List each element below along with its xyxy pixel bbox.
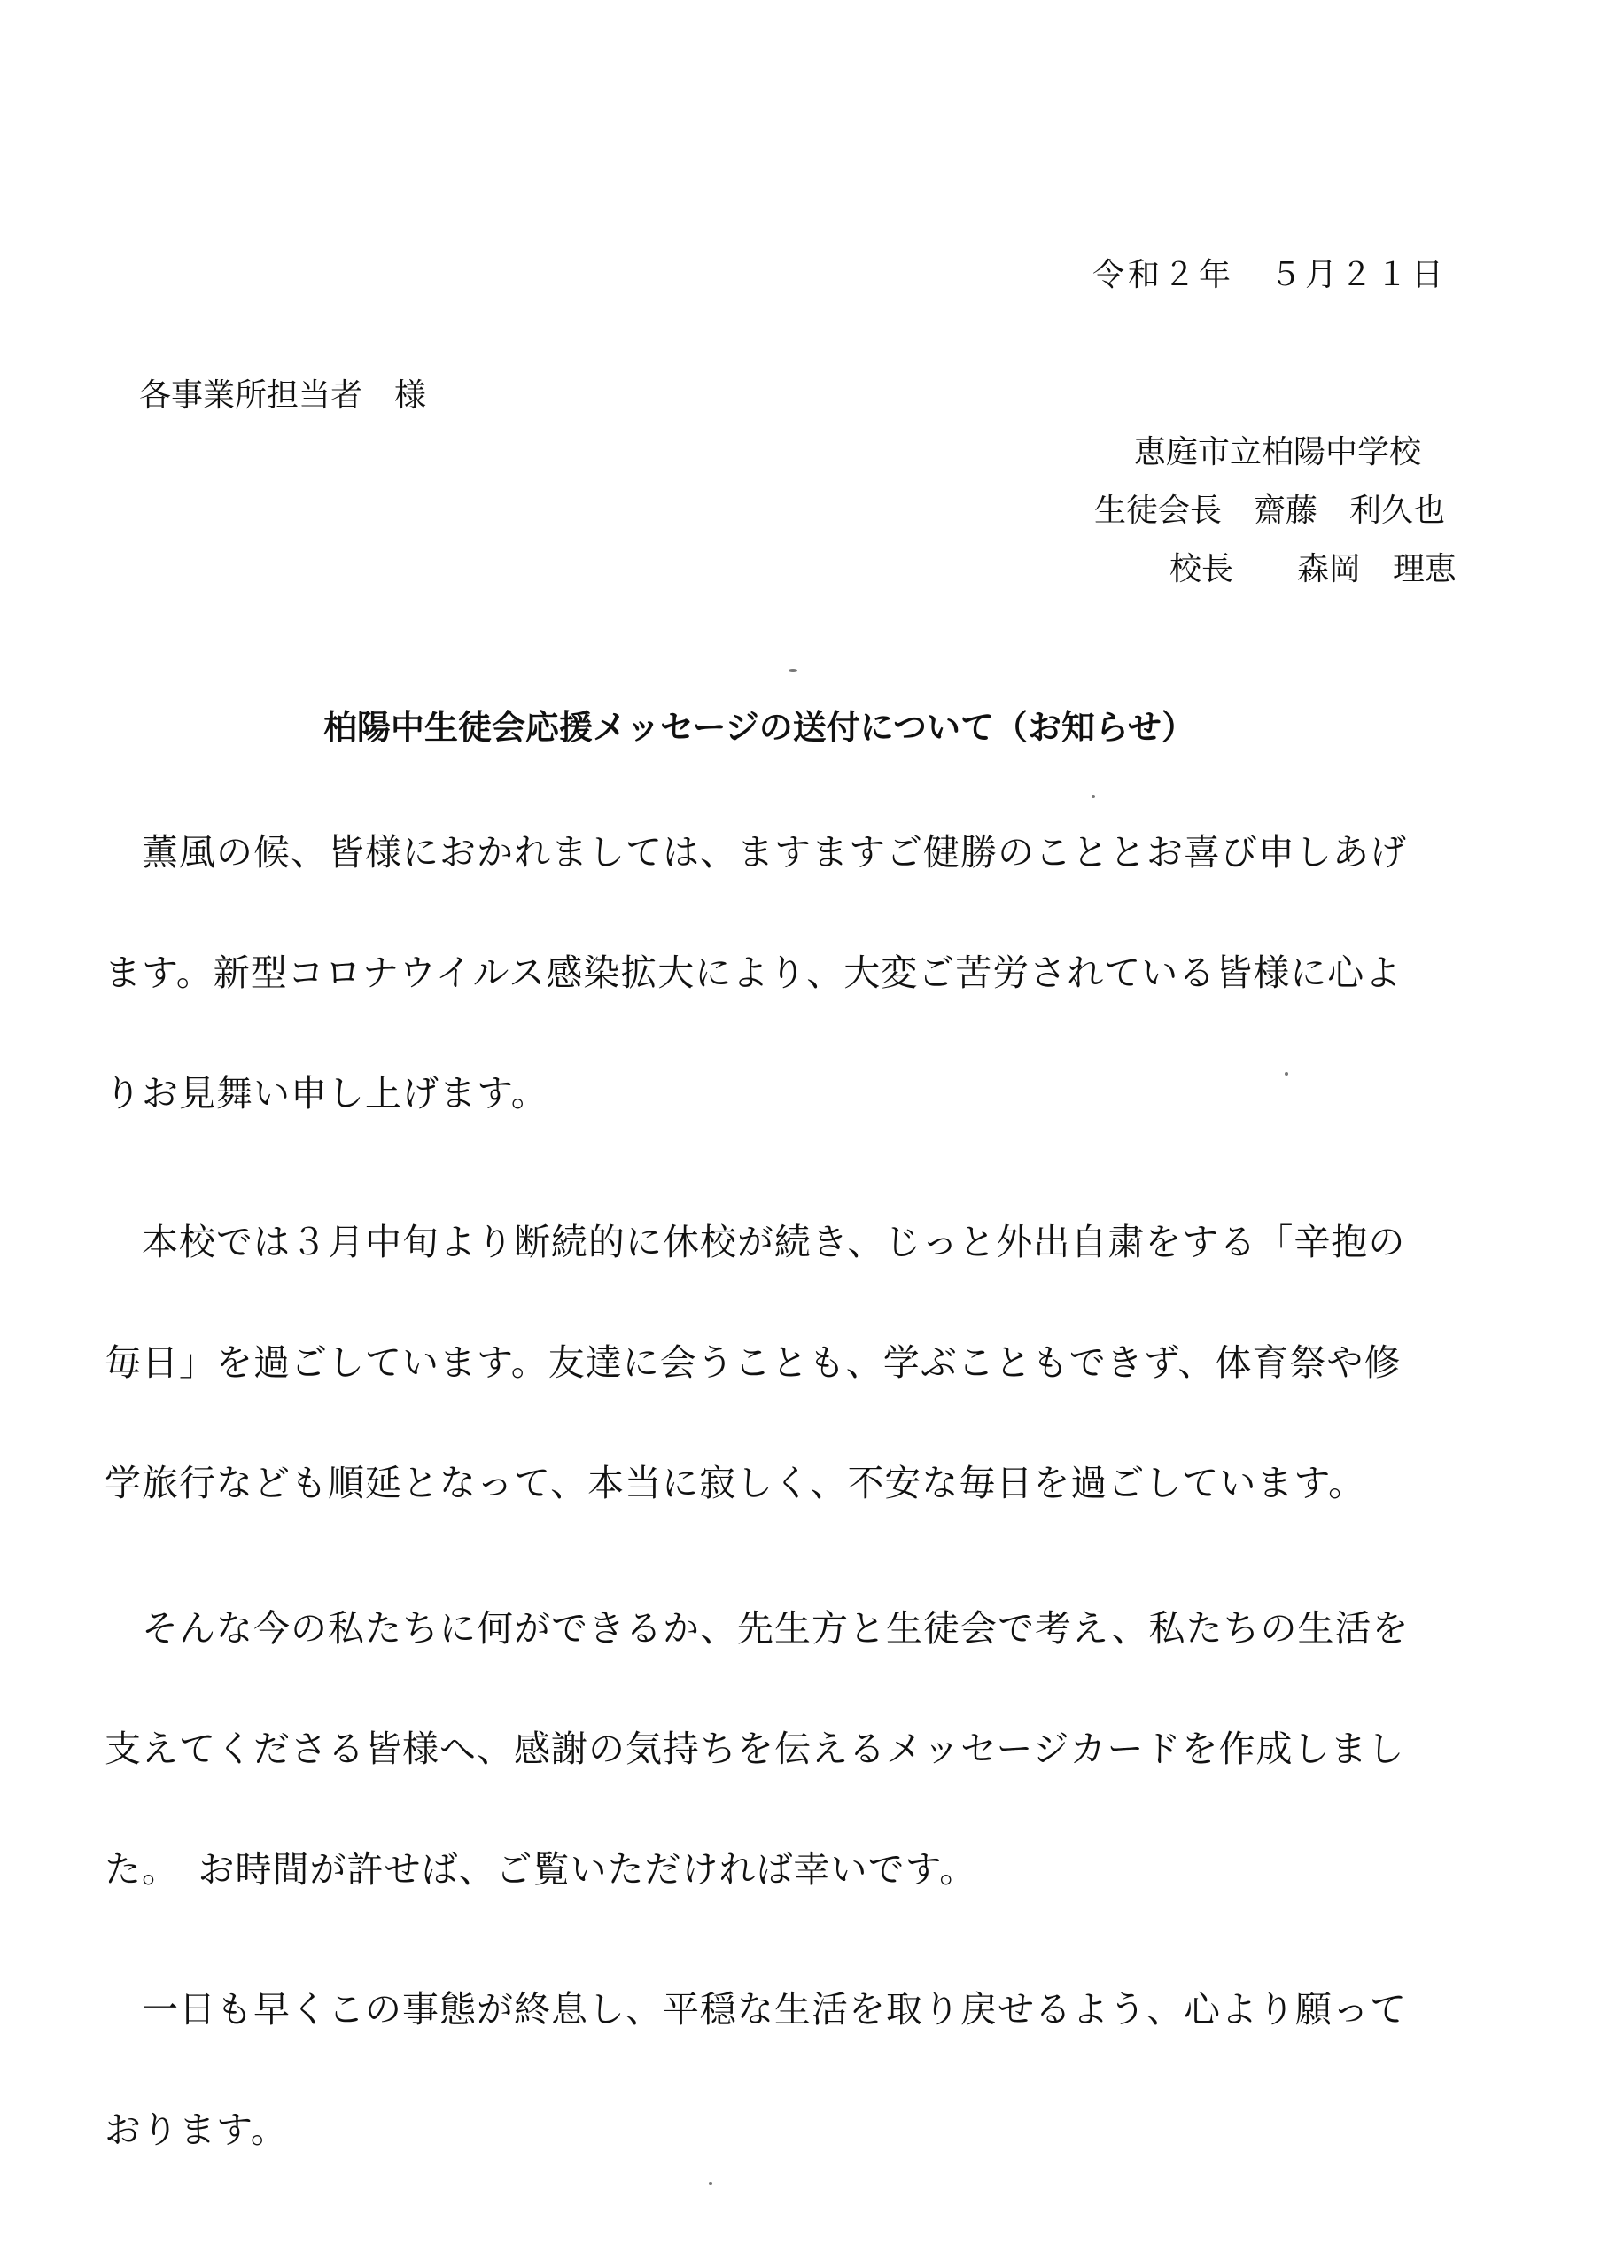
paragraph-line: た。 お時間が許せば、ご覧いただければ幸いです。	[105, 1848, 977, 1891]
paragraph-line: 薫風の候、皆様におかれましては、ますますご健勝のこととお喜び申しあげ	[105, 831, 1407, 874]
recipient-line: 各事業所担当者 様	[139, 377, 427, 414]
paragraph-line: 学旅行なども順延となって、本当に寂しく、不安な毎日を過ごしています。	[105, 1462, 1366, 1504]
scan-speck	[1092, 795, 1095, 798]
paragraph-line: りお見舞い申し上げます。	[105, 1072, 548, 1115]
letter-date: 令和２年 ５月２１日	[1092, 257, 1447, 293]
sender-student-council: 生徒会長 齋藤 利久也	[1094, 493, 1446, 529]
sender-principal: 校長 森岡 理恵	[1169, 551, 1457, 587]
sender-school: 恵庭市立柏陽中学校	[1134, 434, 1422, 470]
document-title: 柏陽中生徒会応援メッセージの送付について（お知らせ）	[323, 707, 1195, 747]
paragraph-line: 一日も早くこの事態が終息し、平穏な生活を取り戻せるよう、心より願って	[105, 1988, 1407, 2031]
paragraph-message-cards	[105, 1602, 1527, 1963]
paragraph-greeting	[105, 826, 1527, 1187]
scan-speck	[789, 669, 797, 672]
paragraph-line: 本校では３月中旬より断続的に休校が続き、じっと外出自粛をする「辛抱の	[105, 1221, 1406, 1263]
paragraph-line: 支えてくださる皆様へ、感謝の気持ちを伝えるメッセージカードを作成しまし	[105, 1728, 1405, 1770]
paragraph-line: 毎日」を過ごしています。友達に会うことも、学ぶこともできず、体育祭や修	[105, 1341, 1402, 1384]
sender-block	[1094, 423, 1457, 599]
scan-speck	[1285, 1072, 1288, 1076]
paragraph-line: ます。新型コロナウイルス感染拡大により、大変ご苦労されている皆様に心よ	[105, 951, 1403, 994]
paragraph-line: そんな今の私たちに何ができるか、先生方と生徒会で考え、私たちの生活を	[105, 1607, 1410, 1650]
paragraph-closing	[105, 1983, 1527, 2224]
scan-speck	[709, 2182, 712, 2185]
paragraph-school-status	[105, 1216, 1527, 1577]
paragraph-line: おります。	[105, 2109, 288, 2151]
